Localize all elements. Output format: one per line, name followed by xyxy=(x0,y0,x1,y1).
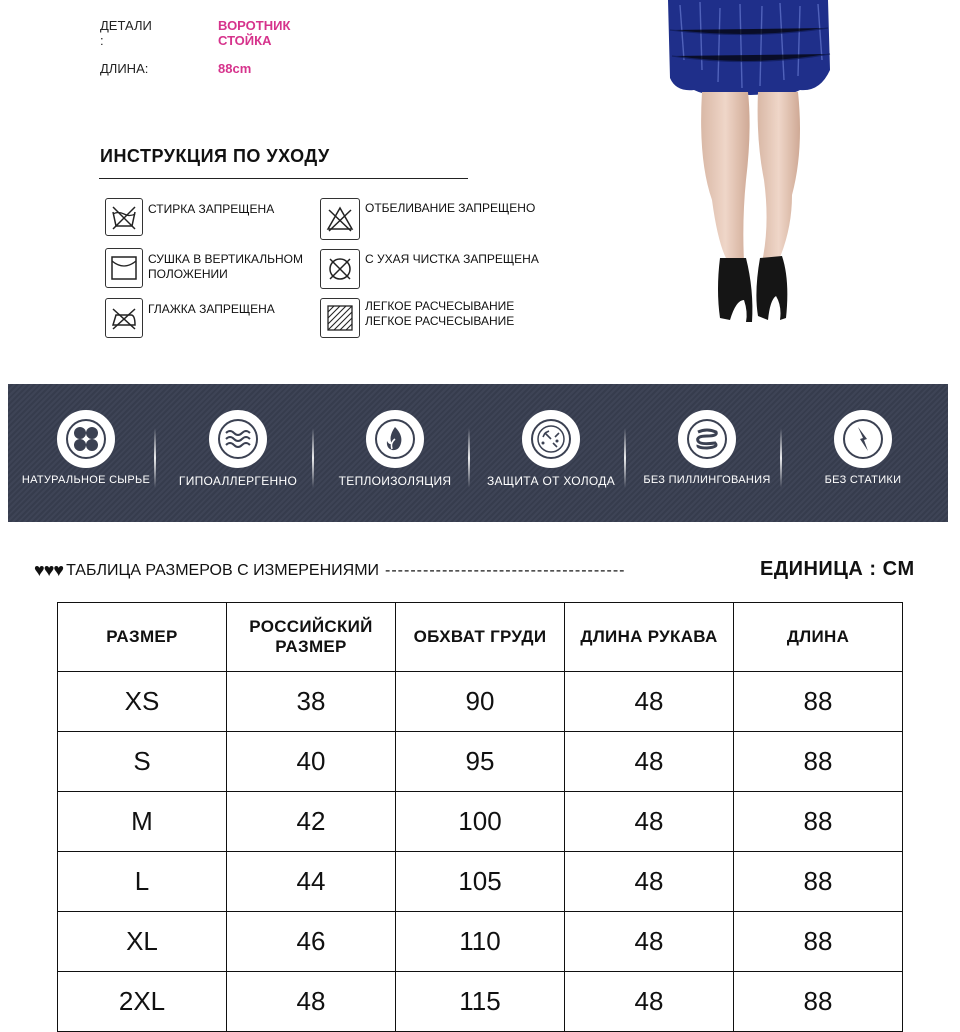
table-cell: L xyxy=(58,852,227,912)
table-cell: 88 xyxy=(734,672,903,732)
table-cell: M xyxy=(58,792,227,852)
column-header-text: РОССИЙСКИЙ РАЗМЕР xyxy=(249,617,373,656)
care-item xyxy=(320,249,539,289)
divider xyxy=(624,428,626,488)
table-cell: 95 xyxy=(396,732,565,792)
vertical-dry-icon xyxy=(105,248,143,288)
divider xyxy=(154,428,156,488)
table-cell: 38 xyxy=(227,672,396,732)
table-cell: 2XL xyxy=(58,972,227,1032)
divider xyxy=(468,428,470,488)
table-cell: 48 xyxy=(565,792,734,852)
table-cell: 48 xyxy=(565,672,734,732)
feature-label: ГИПОАЛЛЕРГЕННО xyxy=(178,474,298,488)
feature-item xyxy=(317,384,473,522)
table-cell: 48 xyxy=(565,732,734,792)
detail-value: ВОРОТНИК СТОЙКА xyxy=(218,18,291,48)
flame-icon xyxy=(366,410,424,468)
gentle-brush-icon xyxy=(320,298,360,338)
no-iron-icon xyxy=(105,298,143,338)
snowflake-icon xyxy=(522,410,580,468)
table-cell: 48 xyxy=(565,852,734,912)
no-pilling-icon xyxy=(678,410,736,468)
feature-label: ТЕПЛОИЗОЛЯЦИЯ xyxy=(338,474,452,488)
care-item xyxy=(105,248,303,288)
dashed-line: -------------------------------------- xyxy=(385,561,626,579)
care-item xyxy=(105,198,274,236)
care-text: ГЛАЖКА ЗАПРЕЩЕНА xyxy=(148,302,275,316)
table-cell: 48 xyxy=(565,972,734,1032)
table-cell: 88 xyxy=(734,732,903,792)
column-header: РАЗМЕР xyxy=(58,603,227,672)
feature-item xyxy=(629,384,785,522)
detail-label: ДЕТАЛИ : xyxy=(100,18,152,48)
care-text: СУШКА В ВЕРТИКАЛЬНОМ ПОЛОЖЕНИИ xyxy=(148,252,303,281)
table-header-row xyxy=(58,603,903,672)
size-table xyxy=(57,602,903,1032)
hearts-decoration: ♥♥♥ xyxy=(34,560,64,580)
table-cell: 44 xyxy=(227,852,396,912)
table-cell: 48 xyxy=(227,972,396,1032)
column-header: ДЛИНА РУКАВА xyxy=(565,603,734,672)
table-cell: 40 xyxy=(227,732,396,792)
care-item xyxy=(105,298,275,338)
feature-item xyxy=(160,384,316,522)
table-cell: 88 xyxy=(734,792,903,852)
table-cell: 42 xyxy=(227,792,396,852)
feature-label: НАТУРАЛЬНОЕ СЫРЬЕ xyxy=(21,474,151,486)
column-header: ОБХВАТ ГРУДИ xyxy=(396,603,565,672)
table-cell: 46 xyxy=(227,912,396,972)
detail-value: 88cm xyxy=(218,61,252,76)
feature-label: БЕЗ ПИЛЛИНГОВАНИЯ xyxy=(643,474,771,486)
features-band xyxy=(8,384,948,522)
feature-label: ЗАЩИТА ОТ ХОЛОДА xyxy=(486,474,616,488)
table-cell: XL xyxy=(58,912,227,972)
table-cell: 88 xyxy=(734,972,903,1032)
unit-label: ЕДИНИЦА : CM xyxy=(760,558,915,580)
lightning-icon xyxy=(834,410,892,468)
table-cell: 105 xyxy=(396,852,565,912)
care-text: СТИРКА ЗАПРЕЩЕНА xyxy=(148,202,275,216)
size-chart-title: ТАБЛИЦА РАЗМЕРОВ С ИЗМЕРЕНИЯМИ xyxy=(66,561,380,579)
care-item xyxy=(320,298,514,338)
size-chart-heading xyxy=(34,560,625,581)
care-text: ОТБЕЛИВАНИЕ ЗАПРЕЩЕНО xyxy=(365,201,536,215)
feature-item xyxy=(8,384,164,522)
care-text: С УХАЯ ЧИСТКА ЗАПРЕЩЕНА xyxy=(365,252,539,266)
care-item xyxy=(320,198,535,240)
table-row xyxy=(58,912,903,972)
table-row xyxy=(58,672,903,732)
waves-icon xyxy=(209,410,267,468)
table-cell: 115 xyxy=(396,972,565,1032)
product-model-image xyxy=(640,0,870,340)
divider xyxy=(99,178,468,179)
table-cell: 48 xyxy=(565,912,734,972)
care-text: ЛЕГКОЕ РАСЧЕСЫВАНИЕ ЛЕГКОЕ РАСЧЕСЫВАНИЕ xyxy=(365,299,515,328)
table-cell: 110 xyxy=(396,912,565,972)
table-row xyxy=(58,732,903,792)
table-row xyxy=(58,792,903,852)
care-title: ИНСТРУКЦИЯ ПО УХОДУ xyxy=(100,146,330,166)
column-header: ДЛИНА xyxy=(734,603,903,672)
table-cell: 90 xyxy=(396,672,565,732)
feature-item xyxy=(785,384,941,522)
table-cell: 88 xyxy=(734,912,903,972)
no-dry-clean-icon xyxy=(320,249,360,289)
divider xyxy=(780,428,782,488)
no-bleach-icon xyxy=(320,198,360,240)
feature-item xyxy=(473,384,629,522)
table-row xyxy=(58,972,903,1032)
table-cell: 88 xyxy=(734,852,903,912)
table-cell: S xyxy=(58,732,227,792)
feature-label: БЕЗ СТАТИКИ xyxy=(824,474,902,486)
no-wash-icon xyxy=(105,198,143,236)
divider xyxy=(312,428,314,488)
detail-label: ДЛИНА: xyxy=(100,61,149,76)
table-row xyxy=(58,852,903,912)
clover-icon xyxy=(57,410,115,468)
column-header xyxy=(227,603,396,672)
table-cell: 100 xyxy=(396,792,565,852)
table-cell: XS xyxy=(58,672,227,732)
